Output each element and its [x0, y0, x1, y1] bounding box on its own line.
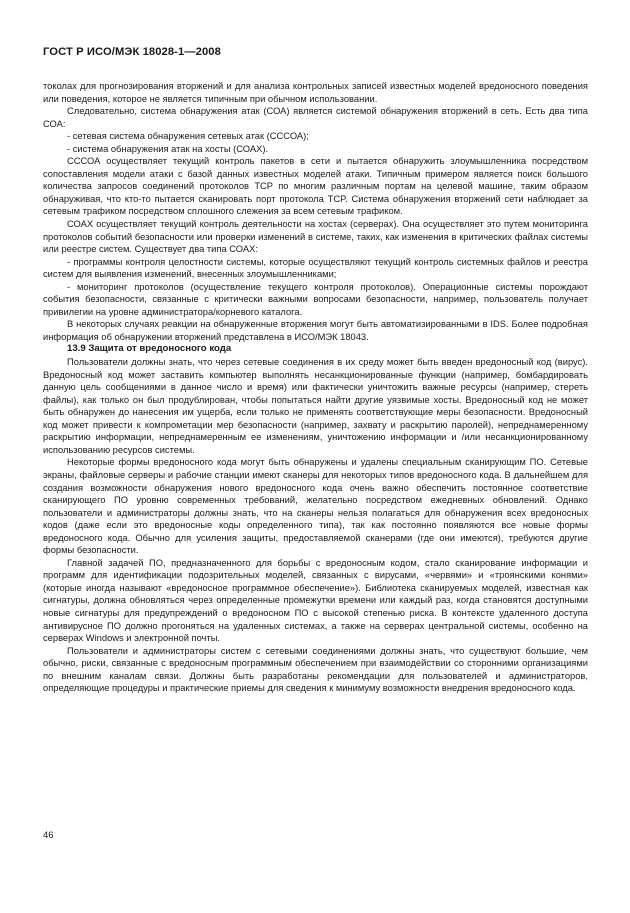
paragraph: Следовательно, система обнаружения атак (СОА) является системой обнаружения вторжений в сеть. Есть два типа СОА: — [43, 106, 588, 129]
paragraph: Главной задачей ПО, предназначенного для борьбы с вредоносным кодом, стало сканирование информации и программ для идентификации подозрительных моделей, связанных с вирусами, «червями» и «троянскими конями» (которые иногда называют «вредоносное программное обеспечение»). Библиотека сканируемых моделей, известная как сигнатуры, должна обновляться через определенные промежутки времени или каждый раз, когда становятся доступными новые сигнатуры для предупреждений о вредоносном ПО с высокой степенью риска. В контексте удаленного доступа антивирусное ПО должно прогоняться на удаленных системах, а также на серверах центральной системы, особенно на серверах Windows и электронной почты. — [43, 557, 588, 644]
paragraph: В некоторых случаях реакции на обнаруженные вторжения могут быть автоматизированными в IDS. Более подробная информация об обнаружении вторжений представлена в ИСО/МЭК 18043. — [43, 319, 588, 342]
list-item: - сетевая система обнаружения сетевых атак (СССОА); — [67, 131, 309, 142]
list-item: - мониторинг протоколов (осуществление текущего контроля протоколов). Операционные системы порождают события безопасности, связанные с критически важными вопросами безопасности, например, пользователь получает привилегии на уровне администратора/корневого каталога. — [43, 281, 588, 317]
page-header-title: ГОСТ Р ИСО/МЭК 18028-1—2008 — [43, 46, 221, 58]
section-heading: 13.9 Защита от вредоносного кода — [67, 343, 232, 355]
paragraph: Пользователи должны знать, что через сетевые соединения в их среду может быть введен вредоносный код (вирус). Вредоносный код может заставить компьютер выполнять несанкционированные функции (например, бомбардировать данную цель сообщениями в данное число и время) или фактически уничтожить важные ресурсы (например, стереть файлы), как только он был продублирован, чтобы попытаться найти другие уязвимые хосты. Вредоносный код не может быть обнаружен до нанесения им ущерба, если только не применять соответствующие меры безопасности. Вредоносный код может привести к компрометации мер безопасности (например, захвату и раскрытию паролей), непреднамеренному раскрытию информации, непреднамеренным ее изменениям, уничтожению информации и /или несанкционированному использованию ресурсов системы. — [43, 357, 588, 455]
paragraph: Некоторые формы вредоносного кода могут быть обнаружены и удалены специальным сканирующим ПО. Сетевые экраны, файловые серверы и рабочие станции имеют сканеры для некоторых типов вредоносного кода. В дальнейшем для создания возможности обнаружения нового вредоносного кода очень важно обеспечить постоянное соответствие сканирующего ПО уровню современных требований, желательно посредством ежедневных обновлений. Однако пользователи и администраторы должны знать, что на сканеры нельзя полагаться для обнаружения всех вредоносных кодов (даже если это вредоносные коды определенного типа), так как постоянно появляются все новые формы вредоносного кода. Обычно для усиления защиты, предоставляемой сканерами (где они имеются), требуются другие формы безопасности. — [43, 457, 588, 556]
list-item: - система обнаружения атак на хосты (СОАХ). — [67, 143, 269, 154]
page-number: 46 — [43, 830, 54, 841]
paragraph: Пользователи и администраторы систем с сетевыми соединениями должны знать, что существуют большие, чем обычно, риски, связанные с вредоносным программным обеспечением при взаимодействии со сторонними организациями по внешним каналам связи. Должны быть разработаны рекомендации для пользователей и администраторов, определяющие процедуры и практические приемы для сведения к минимуму возможности внедрения вредоносного кода. — [43, 645, 588, 694]
paragraph: СОАХ осуществляет текущий контроль деятельности на хостах (серверах). Она осуществляет это путем мониторинга протоколов событий безопасности или проверки изменений в системе, таких, как изменения в критических файлах системы или реестре систем. Существует два типа СОАХ: — [43, 219, 588, 255]
paragraph: СССОА осуществляет текущий контроль пакетов в сети и пытается обнаружить злоумышленника посредством сопоставления модели атаки с базой данных известных моделей атаки. Типичным примером является поиск большого количества запросов соединений протоколов TCP по многим различным портам на целевой машине, таким образом обнаруживая, что кто-то пытается сканировать порт протокола TCP. Система обнаружения вторжений сети наблюдает за сетевым трафиком посредством сплошного слежения за всем сетевым трафиком. — [43, 156, 588, 217]
paragraph: токолах для прогнозирования вторжений и для анализа контрольных записей известных моделей вредоносного поведения или поведения, которое не является типичным при обычном использовании. — [43, 81, 588, 104]
list-item: - программы контроля целостности системы, которые осуществляют текущий контроль системных файлов и реестра систем для выявления изменений, внесенных злоумышленниками; — [43, 256, 588, 280]
document-body — [43, 80, 588, 695]
